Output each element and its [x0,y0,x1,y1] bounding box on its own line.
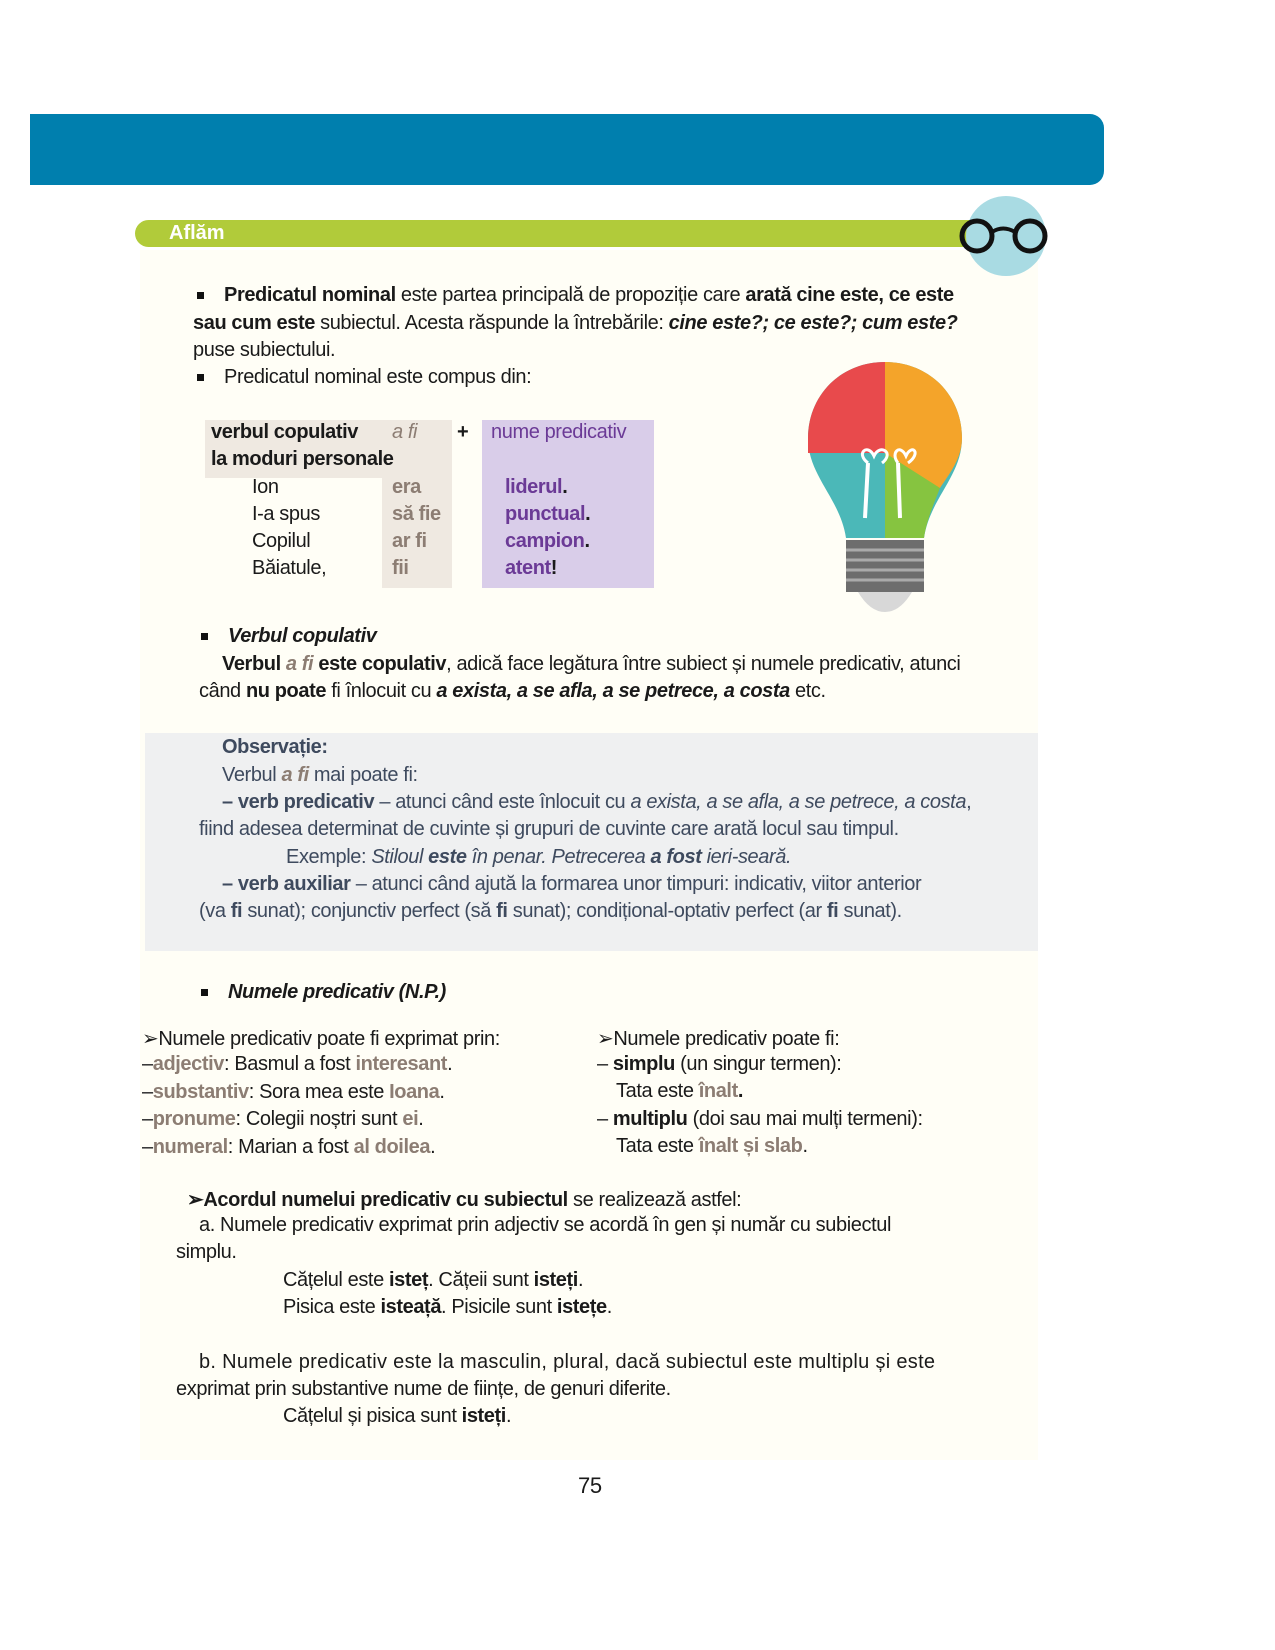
table-np: atent! [505,557,558,579]
page-number: 75 [578,1473,602,1498]
plus-sign: + [457,421,469,443]
np-multiple-example: Tata este înalt și slab. [616,1135,808,1157]
table-subject: I-a spus [252,503,320,525]
section-banner [135,220,1005,247]
lightbulb-puzzle-icon [800,358,970,618]
table-np: campion. [505,530,590,552]
obs-line-3: fiind adesea determinat de cuvinte și grupuri de cuvinte care arată locul sau timpul. [199,818,899,840]
copulative-line-1: Verbul a fi este copulativ, adică face legătura între subiect și numele predicativ, atunci [222,653,961,675]
section-title: Aflăm [169,222,225,244]
agreement-b-2: exprimat prin substantive nume de ființe, de genuri diferite. [176,1378,671,1400]
composition-line: Predicatul nominal este compus din: [197,366,531,389]
np-type-item: –substantiv: Sora mea este Ioana. [142,1080,445,1103]
np-simple: – simplu (un singur termen): [597,1053,842,1075]
obs-line-5: – verb auxiliar – atunci când ajută la formarea unor timpuri: indicativ, viitor anterior [222,873,922,895]
np-right-heading: ➢Numele predicativ poate fi: [597,1028,840,1050]
np-type-item: –adjectiv: Basmul a fost interesant. [142,1053,453,1075]
agreement-example-1: Cățelul este isteț. Cățeii sunt isteți. [283,1269,584,1291]
agreement-a-1: a. Numele predicativ exprimat prin adjectiv se acordă în gen și număr cu subiectul [199,1214,891,1236]
copulative-verb-heading: Verbul copulativ [201,625,376,648]
table-header-moods: la moduri personale [211,448,394,470]
table-verb: fii [392,557,409,579]
agreement-b-1: b. Numele predicativ este la masculin, plural, dacă subiectul este multiplu și este [199,1351,936,1373]
obs-line-1: Verbul a fi mai poate fi: [222,764,418,786]
table-subject: Ion [252,476,279,498]
table-verb: era [392,476,421,498]
header-bar [30,114,1104,185]
np-heading: Numele predicativ (N.P.) [201,981,446,1004]
np-type-item: –pronume: Colegii noștri sunt ei. [142,1108,424,1130]
table-header-np: nume predicativ [491,421,627,443]
definition-line-2: sau cum este subiectul. Acesta răspunde la întrebările: cine este?; ce este?; cum este? [193,312,958,334]
agreement-heading: ➢Acordul numelui predicativ cu subiectul se realizează astfel: [187,1189,742,1211]
table-np: punctual. [505,503,591,525]
table-header-verb: verbul copulativ [211,421,358,443]
agreement-a-2: simplu. [176,1241,237,1263]
table-verb: ar fi [392,530,427,552]
obs-line-6: (va fi sunat); conjunctiv perfect (să fi sunat); condițional-optativ perfect (ar fi sunat). [199,900,902,922]
copulative-line-2: când nu poate fi înlocuit cu a exista, a se afla, a se petrece, a costa etc. [199,680,826,702]
definition-line-1: Predicatul nominal este partea principală de propoziție care arată cine este, ce este [197,284,954,307]
np-type-item: –numeral: Marian a fost al doilea. [142,1135,436,1158]
np-simple-example: Tata este înalt. [616,1080,744,1102]
observation-title: Observație: [222,736,328,758]
agreement-example-2: Pisica este isteață. Pisicile sunt istețe. [283,1296,612,1318]
obs-examples: Exemple: Stiloul este în penar. Petrecerea a fost ieri-seară. [286,846,792,868]
table-verb: să fie [392,503,441,525]
np-left-heading: ➢Numele predicativ poate fi exprimat prin: [142,1028,500,1050]
agreement-example-3: Cățelul și pisica sunt isteți. [283,1405,512,1427]
glasses-icon [955,195,1055,277]
table-subject: Copilul [252,530,311,552]
table-np: liderul. [505,476,568,498]
table-header-afi: a fi [392,421,418,443]
table-subject: Băiatule, [252,557,327,579]
obs-line-2: – verb predicativ – atunci când este înlocuit cu a exista, a se afla, a se petrece, a costa, [222,791,972,813]
np-multiple: – multiplu (doi sau mai mulți termeni): [597,1108,923,1130]
definition-line-3: puse subiectului. [193,339,336,361]
